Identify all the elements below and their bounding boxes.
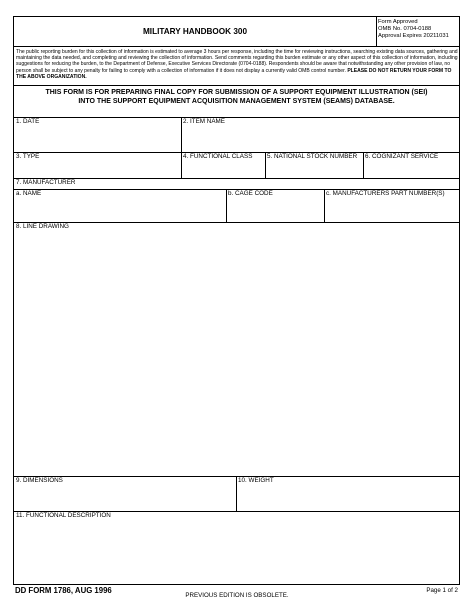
functional-description-field[interactable] [14,511,459,584]
manufacturer-name-label: a. NAME [16,190,42,197]
divider [14,85,459,86]
cognizant-service-field[interactable] [363,152,459,178]
omb-expiration: Approval Expires 20211031 [378,33,449,39]
dimensions-label: 9. DIMENSIONS [16,477,63,484]
manufacturer-part-number-field[interactable] [324,189,459,222]
divider [14,46,459,47]
form-number: DD FORM 1786, AUG 1996 [15,586,112,595]
form-notice: THIS FORM IS FOR PREPARING FINAL COPY FOR SUBMISSION OF A SUPPORT EQUIPMENT ILLUSTRATION (SEI) INTO THE SUPPORT EQUIPMENT ACQUISITION MANAGEMENT SYSTEM (SEAMS) DATABASE. [45,89,428,106]
manufacturer-name-field[interactable] [14,189,226,222]
burden-emphasis: PLEASE DO NOT RETURN YOUR FORM TO THE ABOVE ORGANIZATION. [16,67,452,80]
manufacturer-section [14,178,459,189]
cognizant-service-label: 6. COGNIZANT SERVICE [365,153,439,160]
date-label: 1. DATE [16,118,40,125]
manufacturer-part-number-label: c. MANUFACTURERS PART NUMBER(S) [326,190,445,197]
functional-class-label: 4. FUNCTIONAL CLASS [183,153,253,160]
burden-text: The public reporting burden for this collection of information is estimated to average 3 hours per response, including the time for reviewing instructions, searching existing data sources, gathering and maintaining the data needed, and completing and reviewing the collection of information. Send comments regarding this burden estimate or any other aspect of this collection of information, including suggestions for reducing the burden, to the Department of Defense, Executive Services Directorate (0704-0188). Respondents should be aware that notwithstanding any other provision of law, no person shall be subject to any penalty for failing to comply with a collection of information if it does not display a currently valid OMB control number. [16,49,458,74]
page-number: Page 1 of 2 [426,587,458,594]
cage-code-field[interactable] [226,189,324,222]
omb-block [378,19,449,40]
item-name-label: 2. ITEM NAME [183,118,225,125]
weight-field[interactable] [236,476,459,511]
line-drawing-field[interactable] [14,222,459,476]
cage-code-label: b. CAGE CODE [228,190,273,197]
dimensions-field[interactable] [14,476,236,511]
form-title: MILITARY HANDBOOK 300 [142,27,248,36]
omb-approved: Form Approved [378,19,418,25]
functional-description-label: 11. FUNCTIONAL DESCRIPTION [16,512,111,519]
manufacturer-label: 7. MANUFACTURER [16,179,76,186]
line-drawing-label: 8. LINE DRAWING [16,223,69,230]
nsn-label: 5. NATIONAL STOCK NUMBER [267,153,358,160]
omb-number: OMB No. 0704-0188 [378,26,432,32]
type-field[interactable] [14,152,181,178]
header-divider [376,17,377,46]
previous-edition-note: PREVIOUS EDITION IS OBSOLETE. [185,592,289,599]
type-label: 3. TYPE [16,153,40,160]
date-field[interactable] [14,117,181,152]
nsn-field[interactable] [265,152,363,178]
form-frame [13,16,460,585]
burden-statement [16,49,458,80]
item-name-field[interactable] [181,117,459,152]
functional-class-field[interactable] [181,152,265,178]
weight-label: 10. WEIGHT [238,477,274,484]
